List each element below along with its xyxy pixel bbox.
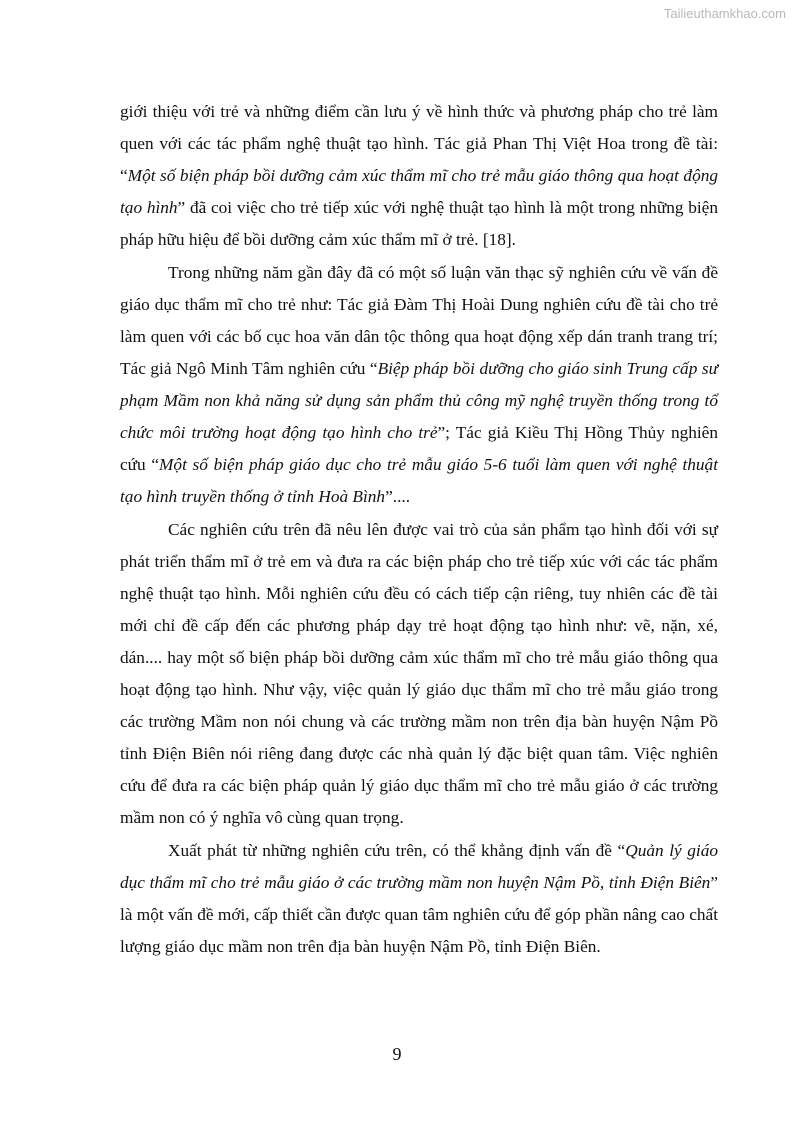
italic-title: Quản lý giáo dục thẩm mĩ cho trẻ mẫu giáo ở các trường mầm non huyện Nậm Pồ, tỉnh Điện Biên — [120, 841, 718, 892]
text-run: Xuất phát từ những nghiên cứu trên, có thể khẳng định vấn đề “ — [168, 841, 626, 860]
paragraph — [120, 257, 718, 513]
paragraph — [120, 514, 718, 834]
italic-title: Biệp pháp bồi dưỡng cho giáo sinh Trung cấp sư phạm Mầm non khả năng sử dụng sản phẩm thủ công mỹ nghệ truyền thống trong tổ chức môi trường hoạt động tạo hình cho trẻ — [120, 359, 718, 442]
page-number: 9 — [392, 1044, 402, 1064]
text-run: giới thiệu với trẻ và những điểm cần lưu ý về hình thức và phương pháp cho trẻ làm quen với các tác phẩm nghệ thuật tạo hình. Tác giả Phan Thị Việt Hoa trong đề tài: “ — [120, 102, 718, 185]
text-run: ”; Tác giả Kiều Thị Hồng Thủy nghiên cứu “ — [120, 423, 718, 474]
text-run: ”.... — [385, 487, 411, 506]
document-body — [120, 96, 718, 964]
watermark: Tailieuthamkhao.com — [663, 6, 786, 21]
text-run: Trong những năm gần đây đã có một số luận văn thạc sỹ nghiên cứu về vấn đề giáo dục thẩm mĩ cho trẻ như: Tác giả Đàm Thị Hoài Dung nghiên cứu đề tài cho trẻ làm quen với các bố cục hoa văn dân tộc thông qua hoạt động xếp dán tranh trang trí; Tác giả Ngô Minh Tâm nghiên cứu “ — [120, 263, 718, 378]
paragraph — [120, 835, 718, 963]
italic-title: Một số biện pháp bồi dưỡng cảm xúc thẩm mĩ cho trẻ mẫu giáo thông qua hoạt động tạo hình — [120, 166, 718, 217]
text-run: ” đã coi việc cho trẻ tiếp xúc với nghệ thuật tạo hình là một trong những biện pháp hữu hiệu để bồi dưỡng cảm xúc thẩm mĩ ở trẻ. [18]. — [120, 198, 718, 249]
text-run: Các nghiên cứu trên đã nêu lên được vai trò của sản phẩm tạo hình đối với sự phát triển thẩm mĩ ở trẻ em và đưa ra các biện pháp cho trẻ tiếp xúc với các tác phẩm nghệ thuật tạo hình. Mỗi nghiên cứu đều có cách tiếp cận riêng, tuy nhiên các đề tài mới chỉ đề cấp đến các phương pháp dạy trẻ hoạt động tạo hình như: vẽ, nặn, xé, dán.... hay một số biện pháp bồi dưỡng cảm xúc thẩm mĩ cho trẻ mẫu giáo thông qua hoạt động tạo hình. Như vậy, việc quản lý giáo dục thẩm mĩ cho trẻ mẫu giáo trong các trường Mầm non nói chung và các trường mầm non trên địa bàn huyện Nậm Pồ tỉnh Điện Biên nói riêng đang được các nhà quản lý đặc biệt quan tâm. Việc nghiên cứu để đưa ra các biện pháp quản lý giáo dục thẩm mĩ cho trẻ mẫu giáo ở các trường mầm non có ý nghĩa vô cùng quan trọng. — [120, 520, 718, 827]
paragraph — [120, 96, 718, 256]
italic-title: Một số biện pháp giáo dục cho trẻ mẫu giáo 5-6 tuổi làm quen với nghệ thuật tạo hình truyền thống ở tỉnh Hoà Bình — [120, 455, 718, 506]
text-run: ” là một vấn đề mới, cấp thiết cần được quan tâm nghiên cứu để góp phần nâng cao chất lượng giáo dục mầm non trên địa bàn huyện Nậm Pồ, tỉnh Điện Biên. — [120, 873, 718, 956]
